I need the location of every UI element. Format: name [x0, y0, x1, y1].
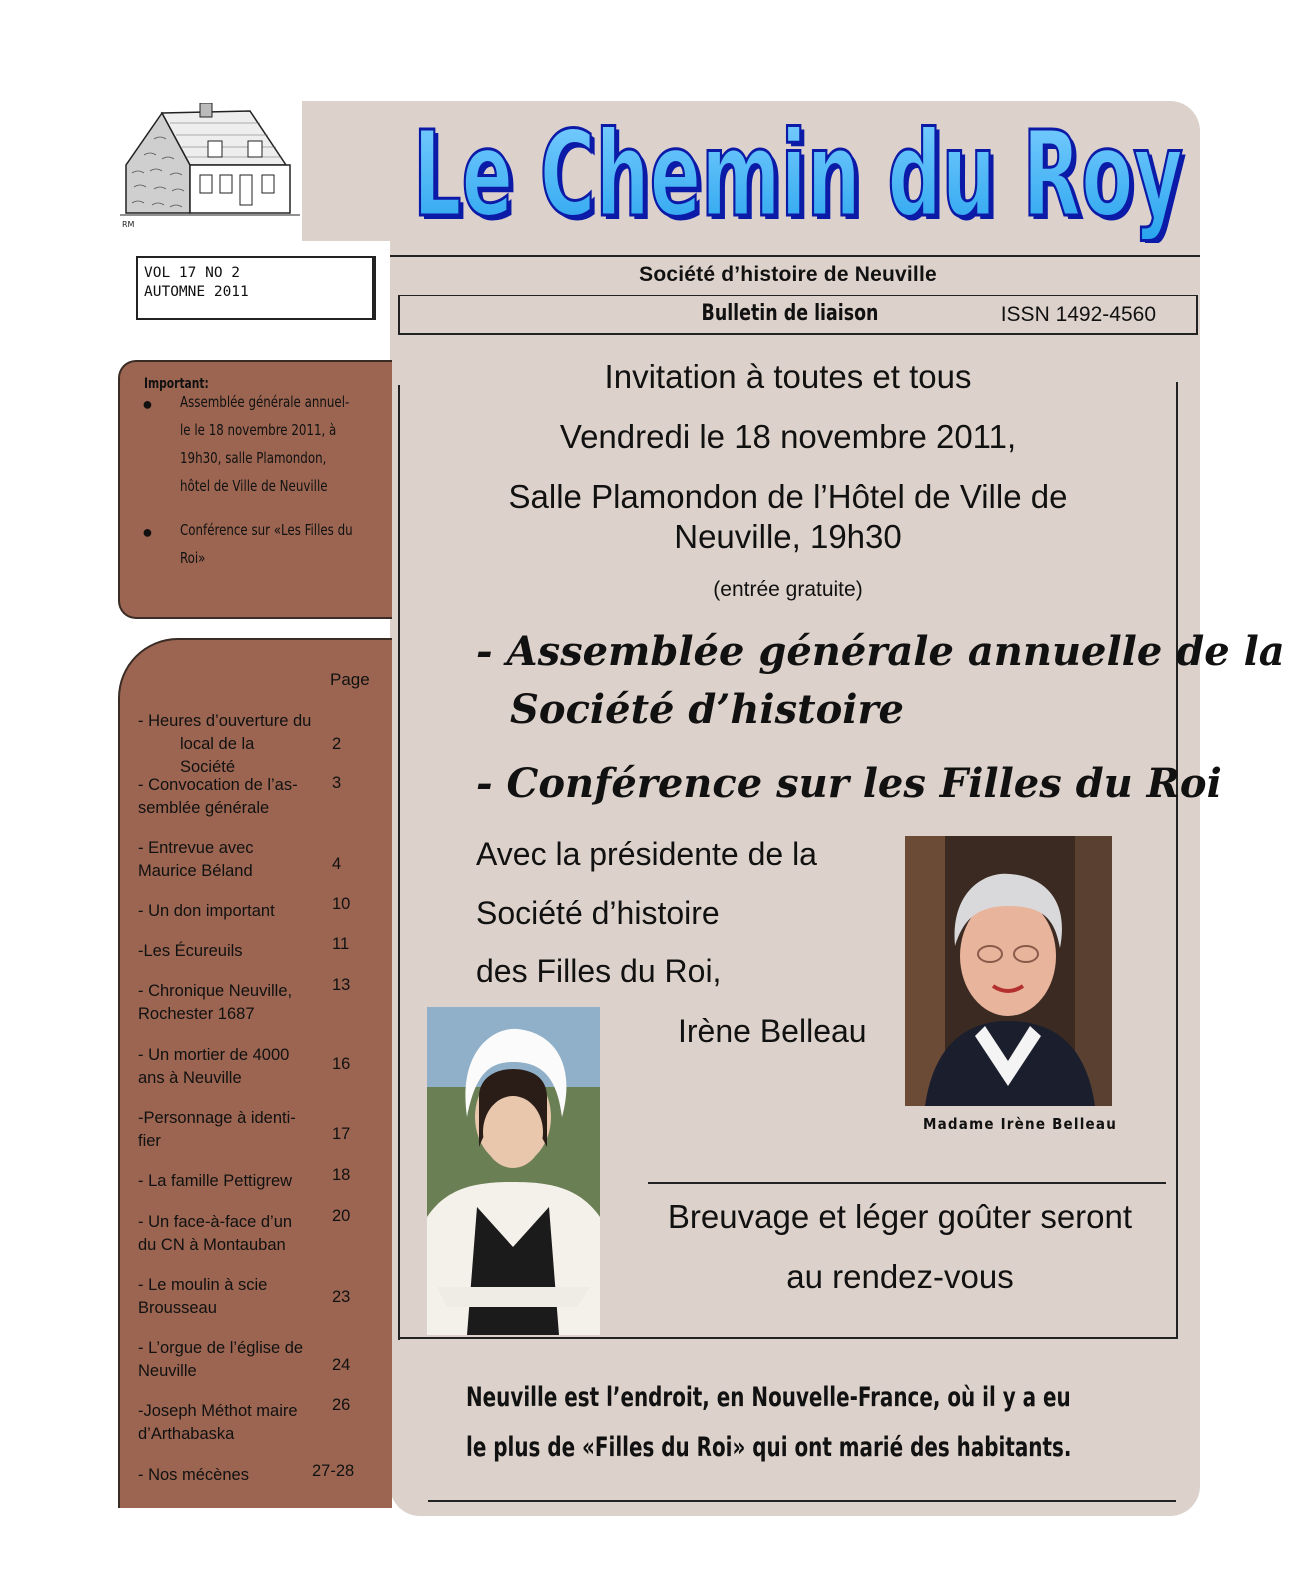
agenda-assembly-cont: Société d’histoire	[510, 686, 904, 733]
important-title: Important:	[144, 376, 209, 392]
important-item-assembly: Assemblée générale annuel- le le 18 novembre 2011, à 19h30, salle Plamondon, hôtel de Ville de Neuville	[180, 393, 350, 495]
toc-item[interactable]: - Entrevue avec Maurice Béland	[138, 839, 254, 880]
speaker-line: des Filles du Roi,	[476, 953, 722, 989]
toc-item[interactable]: -Les Écureuils	[138, 942, 243, 960]
toc-page-number: 2	[332, 735, 342, 753]
toc-item[interactable]: - Le moulin à scie Brousseau	[138, 1276, 268, 1317]
masthead-title	[398, 103, 1198, 243]
important-item-conference: Conférence sur «Les Filles du Roi»	[180, 521, 353, 567]
toc-item[interactable]: - Chronique Neuville, Rochester 1687	[138, 982, 293, 1023]
toc-item[interactable]: - Nos mécènes	[138, 1466, 249, 1484]
toc-page-header: Page	[330, 670, 370, 689]
agenda-conference: - Conférence sur les Filles du Roi	[476, 760, 1222, 807]
footer-note: Neuville est l’endroit, en Nouvelle-France, où il y a eu	[466, 1382, 1071, 1413]
free-entry: (entrée gratuite)	[713, 578, 863, 601]
refreshments-cont: au rendez-vous	[786, 1258, 1014, 1295]
toc-page-number: 16	[332, 1055, 351, 1073]
toc-item[interactable]: - Un mortier de 4000 ans à Neuville	[138, 1046, 290, 1087]
toc-page-number: 18	[332, 1166, 351, 1184]
frame-border	[398, 1337, 1178, 1339]
bullet-icon: ●	[142, 522, 153, 542]
toc-item[interactable]: - Convocation de l’as- semblée générale	[138, 776, 298, 817]
toc-page-number: 20	[332, 1207, 351, 1225]
event-venue: Salle Plamondon de l’Hôtel de Ville de	[508, 478, 1068, 515]
toc-page-number: 4	[332, 855, 342, 873]
toc-item[interactable]: -Joseph Méthot maire d’Arthabaska	[138, 1402, 298, 1443]
toc-page-number: 24	[332, 1356, 351, 1374]
masthead-text: Le Chemin du Roy	[413, 105, 1183, 243]
house-logo	[120, 103, 302, 233]
toc-item[interactable]: - Un face-à-face d’un du CN à Montauban	[138, 1213, 293, 1254]
toc-page-number: 17	[332, 1125, 351, 1143]
bulletin-title: Bulletin de liaison	[701, 301, 879, 326]
refreshments: Breuvage et léger goûter seront	[667, 1198, 1133, 1235]
table-of-contents	[118, 638, 392, 1508]
bulletin-box	[398, 295, 1198, 335]
toc-page-number: 11	[332, 935, 350, 953]
toc-item[interactable]: - Un don important	[138, 902, 275, 920]
divider	[648, 1182, 1166, 1184]
speaker-name: Irène Belleau	[678, 1013, 867, 1049]
season: AUTOMNE 2011	[144, 284, 249, 300]
speaker-line: Avec la présidente de la	[476, 836, 817, 872]
invitation-heading: Invitation à toutes et tous	[604, 358, 972, 395]
toc-item[interactable]: - L’orgue de l’église de Neuville	[138, 1339, 304, 1380]
important-box	[118, 360, 392, 619]
event-date: Vendredi le 18 novembre 2011,	[559, 418, 1017, 455]
issn: ISSN 1492-4560	[1000, 303, 1156, 326]
portrait-photo	[905, 836, 1112, 1106]
agenda-assembly: - Assemblée générale annuelle de la	[476, 628, 1285, 675]
toc-item[interactable]: -Personnage à identi- fier	[138, 1109, 296, 1150]
toc-item[interactable]: - Heures d’ouverture du local de la Société	[138, 712, 312, 776]
bullet-icon: ●	[142, 394, 153, 414]
house-drawing-icon	[120, 103, 302, 233]
volume-box	[136, 256, 376, 320]
toc-page-number: 13	[332, 976, 351, 994]
frame-border	[1176, 382, 1178, 1337]
costume-photo	[427, 1007, 600, 1335]
toc-page-number: 26	[332, 1396, 351, 1414]
toc-page-number: 23	[332, 1288, 351, 1306]
footer-rule	[428, 1500, 1176, 1502]
volume-number: VOL 17 NO 2	[144, 265, 241, 281]
toc-page-number: 3	[332, 774, 342, 792]
toc-page-number: 10	[332, 895, 351, 913]
header-rule	[390, 255, 1200, 257]
society-name: Société d’histoire de Neuville	[639, 263, 937, 286]
event-venue-time: Neuville, 19h30	[674, 518, 902, 555]
logo-mark: RM	[122, 220, 135, 229]
svg-text:Le Chemin du Roy: Le Chemin du Roy	[417, 109, 1187, 243]
footer-note-cont: le plus de «Filles du Roi» qui ont marié des habitants.	[466, 1432, 1072, 1463]
toc-item[interactable]: - La famille Pettigrew	[138, 1172, 293, 1190]
portrait-caption: Madame Irène Belleau	[922, 1115, 1118, 1133]
speaker-line: Société d’histoire	[476, 895, 720, 931]
toc-page-number: 27-28	[312, 1462, 355, 1480]
